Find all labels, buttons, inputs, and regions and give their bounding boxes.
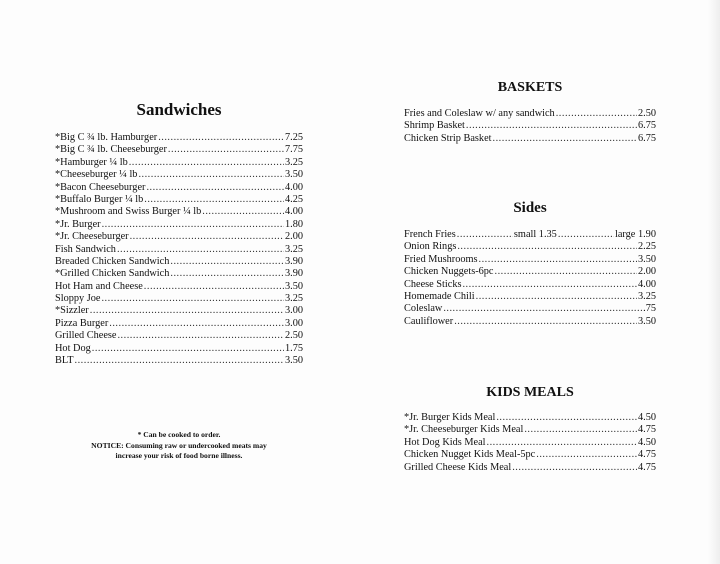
menu-item bbox=[404, 254, 656, 266]
leader-dots bbox=[454, 316, 637, 328]
menu-item bbox=[55, 343, 303, 355]
kids-meals-heading: KIDS MEALS bbox=[486, 385, 574, 400]
menu-item bbox=[55, 182, 303, 194]
item-price: 3.50 bbox=[284, 169, 303, 181]
sides-list bbox=[404, 229, 656, 328]
menu-item bbox=[404, 316, 656, 328]
item-price: 4.00 bbox=[284, 181, 303, 193]
leader-dots bbox=[496, 412, 637, 424]
item-price: 4.25 bbox=[284, 193, 303, 205]
leader-dots bbox=[495, 266, 637, 278]
item-name: Fish Sandwich bbox=[55, 243, 116, 255]
leader-dots bbox=[170, 256, 284, 268]
leader-dots bbox=[117, 244, 284, 256]
leader-dots bbox=[487, 437, 637, 449]
leader-dots bbox=[493, 133, 637, 145]
leader-dots bbox=[457, 241, 637, 253]
item-price: 6.75 bbox=[637, 120, 656, 132]
leader-dots bbox=[536, 449, 637, 461]
food-safety-notice bbox=[55, 430, 303, 462]
leader-dots bbox=[202, 206, 284, 218]
menu-item bbox=[404, 120, 656, 132]
menu-item bbox=[55, 355, 303, 367]
menu-item bbox=[55, 194, 303, 206]
menu-item bbox=[404, 449, 656, 461]
item-price: 4.50 bbox=[637, 412, 656, 423]
item-name: Cauliflower bbox=[404, 315, 454, 327]
item-price: 3.00 bbox=[284, 317, 303, 329]
item-name: Fried Mushrooms bbox=[404, 253, 478, 265]
leader-dots bbox=[457, 229, 513, 241]
leader-dots bbox=[476, 291, 637, 303]
item-price: 3.90 bbox=[284, 255, 303, 267]
leader-dots bbox=[466, 120, 637, 132]
item-price-small: small 1.35 bbox=[513, 229, 557, 240]
menu-item bbox=[55, 256, 303, 268]
leader-dots bbox=[117, 330, 283, 342]
menu-item bbox=[404, 412, 656, 424]
item-name: Breaded Chicken Sandwich bbox=[55, 255, 170, 267]
leader-dots bbox=[462, 279, 636, 291]
menu-item bbox=[404, 108, 656, 120]
leader-dots bbox=[158, 132, 284, 144]
item-name: Pizza Burger bbox=[55, 317, 109, 329]
menu-item bbox=[55, 330, 303, 342]
item-name: Shrimp Basket bbox=[404, 120, 465, 132]
item-name: Chicken Strip Basket bbox=[404, 132, 492, 144]
item-price: 2.25 bbox=[637, 241, 656, 253]
leader-dots bbox=[102, 219, 284, 231]
leader-dots bbox=[130, 231, 284, 243]
item-name: *Grilled Chicken Sandwich bbox=[55, 268, 170, 280]
menu-item bbox=[404, 424, 656, 436]
menu-item bbox=[404, 241, 656, 253]
menu-item bbox=[55, 268, 303, 280]
leader-dots bbox=[138, 169, 284, 181]
item-price: 4.75 bbox=[637, 449, 656, 461]
item-name: *Big C ¾ lb. Hamburger bbox=[55, 132, 158, 143]
item-name: *Big C ¾ lb. Cheeseburger bbox=[55, 144, 167, 156]
item-price: 3.25 bbox=[637, 290, 656, 302]
menu-item bbox=[55, 169, 303, 181]
notice-line: * Can be cooked to order. bbox=[137, 430, 221, 439]
item-name: Hot Dog bbox=[55, 342, 91, 354]
item-name: Grilled Cheese bbox=[55, 330, 117, 342]
item-name: *Jr. Cheeseburger bbox=[55, 231, 129, 243]
leader-dots bbox=[129, 157, 284, 169]
item-price: 3.50 bbox=[637, 253, 656, 265]
leader-dots bbox=[170, 268, 284, 280]
item-price: 3.25 bbox=[284, 293, 303, 305]
item-name: *Jr. Cheeseburger Kids Meal bbox=[404, 424, 524, 436]
leader-dots bbox=[144, 281, 284, 293]
menu-item bbox=[404, 229, 656, 241]
item-price: 2.00 bbox=[637, 266, 656, 278]
notice-line: NOTICE: Consuming raw or undercooked meats may bbox=[91, 440, 267, 450]
item-price: 3.50 bbox=[284, 280, 303, 292]
item-name: Sloppy Joe bbox=[55, 293, 101, 305]
sides-heading: Sides bbox=[513, 200, 547, 216]
item-price: 4.75 bbox=[637, 424, 656, 436]
menu-item bbox=[55, 219, 303, 231]
item-price: 4.00 bbox=[284, 206, 303, 218]
item-name: Hot Dog Kids Meal bbox=[404, 436, 486, 448]
menu-item bbox=[55, 305, 303, 317]
leader-dots bbox=[75, 355, 284, 367]
item-name: *Buffalo Burger ¼ lb bbox=[55, 193, 144, 205]
menu-item bbox=[55, 144, 303, 156]
sandwiches-heading: Sandwiches bbox=[136, 100, 222, 119]
menu-item bbox=[55, 206, 303, 218]
baskets-list bbox=[404, 108, 656, 145]
item-price: 3.00 bbox=[284, 305, 303, 317]
menu-item bbox=[55, 293, 303, 305]
item-name: Chicken Nuggets-6pc bbox=[404, 266, 494, 278]
item-price: 2.50 bbox=[284, 330, 303, 342]
item-name: Grilled Cheese Kids Meal bbox=[404, 461, 512, 473]
item-price: 1.75 bbox=[284, 342, 303, 354]
menu-item bbox=[404, 462, 656, 474]
item-name: Coleslaw bbox=[404, 303, 443, 315]
item-name: Fries and Coleslaw w/ any sandwich bbox=[404, 108, 555, 119]
menu-item bbox=[55, 132, 303, 144]
item-price: 4.75 bbox=[637, 461, 656, 473]
item-name: Hot Ham and Cheese bbox=[55, 280, 143, 292]
item-price: 3.50 bbox=[284, 355, 303, 367]
item-name: *Sizzler bbox=[55, 305, 89, 317]
menu-item bbox=[404, 437, 656, 449]
menu-item bbox=[404, 279, 656, 291]
item-name: *Bacon Cheeseburger bbox=[55, 181, 146, 193]
leader-dots bbox=[101, 293, 283, 305]
item-name: Onion Rings bbox=[404, 241, 457, 253]
leader-dots bbox=[146, 182, 284, 194]
item-name: *Hamburger ¼ lb bbox=[55, 156, 128, 168]
menu-item bbox=[55, 318, 303, 330]
leader-dots bbox=[558, 229, 614, 241]
page-edge-shadow bbox=[708, 0, 720, 564]
item-price: 6.75 bbox=[637, 132, 656, 144]
leader-dots bbox=[479, 254, 637, 266]
leader-dots bbox=[144, 194, 284, 206]
menu-item bbox=[404, 266, 656, 278]
sandwiches-list bbox=[55, 132, 303, 367]
leader-dots bbox=[168, 144, 284, 156]
menu-item bbox=[404, 303, 656, 315]
item-price: 2.00 bbox=[284, 231, 303, 243]
leader-dots bbox=[92, 343, 284, 355]
item-price: 4.00 bbox=[637, 278, 656, 290]
leader-dots bbox=[90, 305, 284, 317]
item-name: *Jr. Burger bbox=[55, 218, 101, 230]
item-price: 2.50 bbox=[637, 108, 656, 119]
notice-line: increase your risk of food borne illness. bbox=[115, 451, 243, 461]
menu-item bbox=[404, 133, 656, 145]
item-price-large: large 1.90 bbox=[614, 229, 656, 240]
item-name: *Jr. Burger Kids Meal bbox=[404, 412, 496, 423]
leader-dots bbox=[443, 303, 642, 315]
item-name: Chicken Nugget Kids Meal-5pc bbox=[404, 449, 536, 461]
item-name: French Fries bbox=[404, 229, 456, 240]
item-price: 4.50 bbox=[637, 436, 656, 448]
item-name: *Mushroom and Swiss Burger ¼ lb bbox=[55, 206, 202, 218]
item-name: *Cheeseburger ¼ lb bbox=[55, 169, 138, 181]
item-price: 3.90 bbox=[284, 268, 303, 280]
kids-meals-list bbox=[404, 412, 656, 474]
item-price: 7.25 bbox=[284, 132, 303, 143]
item-name: Homemade Chili bbox=[404, 290, 475, 302]
item-price: 3.25 bbox=[284, 243, 303, 255]
menu-item bbox=[55, 244, 303, 256]
menu-item bbox=[55, 281, 303, 293]
baskets-heading: BASKETS bbox=[497, 80, 563, 95]
leader-dots bbox=[524, 424, 637, 436]
menu-item bbox=[55, 231, 303, 243]
item-price: 1.80 bbox=[284, 218, 303, 230]
item-name: Cheese Sticks bbox=[404, 278, 462, 290]
item-name: BLT bbox=[55, 355, 74, 367]
leader-dots bbox=[556, 108, 637, 120]
menu-item bbox=[404, 291, 656, 303]
item-price: 3.50 bbox=[637, 315, 656, 327]
leader-dots bbox=[109, 318, 284, 330]
menu-item bbox=[55, 157, 303, 169]
item-price: 3.25 bbox=[284, 156, 303, 168]
item-price: 7.75 bbox=[284, 144, 303, 156]
leader-dots bbox=[512, 462, 637, 474]
item-price: .75 bbox=[643, 303, 656, 315]
